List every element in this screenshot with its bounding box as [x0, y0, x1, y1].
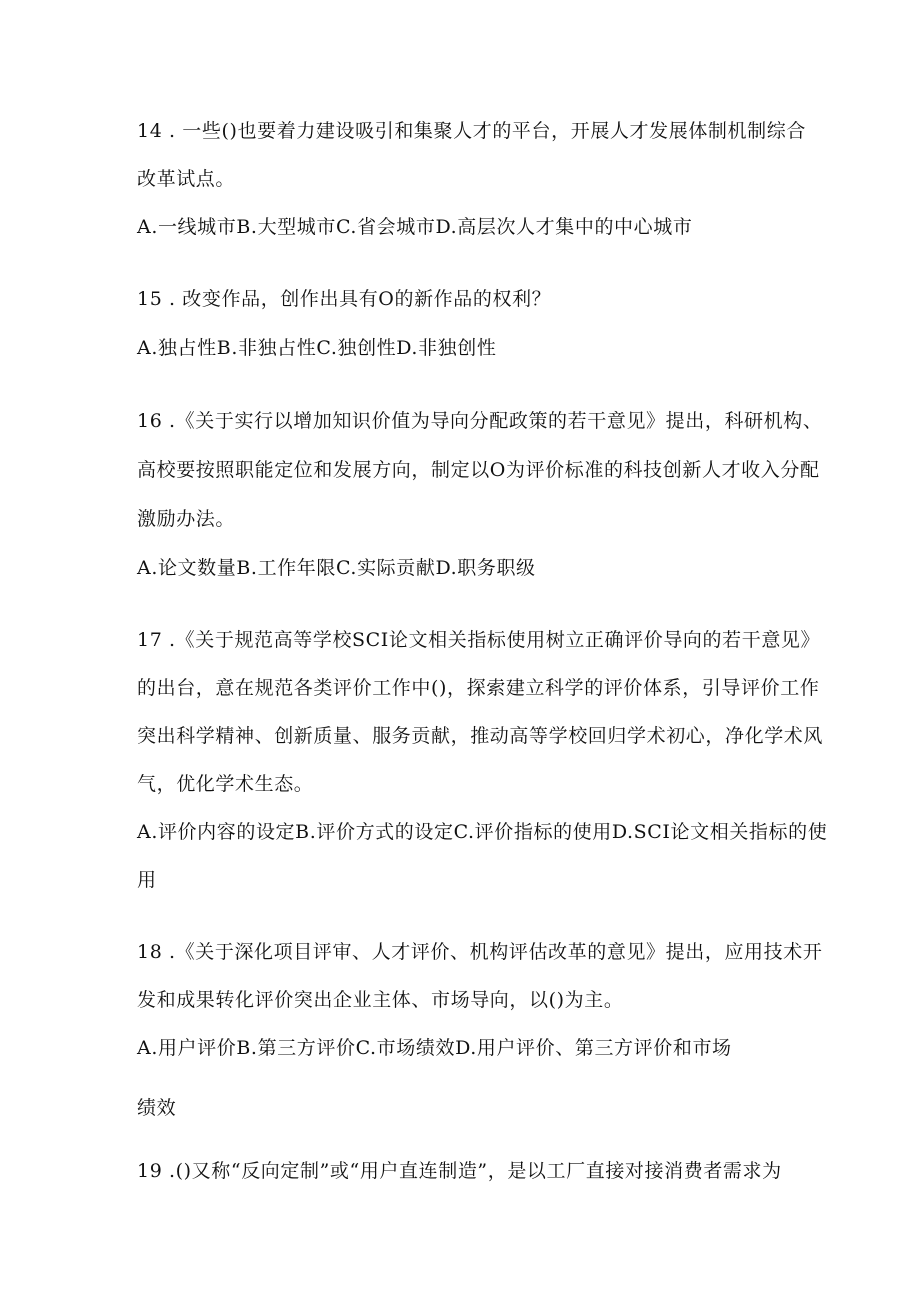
question-15-stem-line-1: 15 . 改变作品，创作出具有O的新作品的权利？ [137, 288, 552, 310]
question-19-stem-line-1: 19 .()又称“反向定制”或“用户直连制造”，是以工厂直接对接消费者需求为 [137, 1160, 782, 1182]
question-17-stem-line-4: 气，优化学术生态。 [137, 773, 314, 795]
question-18-stem-line-2: 发和成果转化评价突出企业主体、市场导向，以()为主。 [137, 989, 624, 1011]
question-17-options-line-1: A.评价内容的设定B.评价方式的设定C.评价指标的使用D.SCI论文相关指标的使 [137, 821, 828, 843]
question-18-options-line-2: 绩效 [137, 1097, 177, 1119]
question-17-stem-line-2: 的出台，意在规范各类评价工作中()，探索建立科学的评价体系，引导评价工作 [137, 677, 820, 699]
question-14-stem-line-2: 改革试点。 [137, 168, 236, 190]
question-16-stem-line-3: 激励办法。 [137, 508, 236, 530]
question-18-stem-line-1: 18 .《关于深化项目评审、人才评价、机构评估改革的意见》提出，应用技术开 [137, 941, 823, 963]
question-17-options-line-2: 用 [137, 869, 157, 891]
question-15-options: A.独占性B.非独占性C.独创性D.非独创性 [137, 337, 497, 359]
question-16-stem-line-1: 16 .《关于实行以增加知识价值为导向分配政策的若干意见》提出，科研机构、 [137, 410, 823, 432]
question-14-options: A.一线城市B.大型城市C.省会城市D.高层次人才集中的中心城市 [137, 216, 693, 238]
question-16-options: A.论文数量B.工作年限C.实际贡献D.职务职级 [137, 557, 536, 579]
question-18-options-line-1: A.用户评价B.第三方评价C.市场绩效D.用户评价、第三方评价和市场 [137, 1037, 732, 1059]
question-16-stem-line-2: 高校要按照职能定位和发展方向，制定以O为评价标准的科技创新人才收入分配 [137, 459, 820, 481]
question-17-stem-line-3: 突出科学精神、创新质量、服务贡献，推动高等学校回归学术初心，净化学术风 [137, 725, 824, 747]
question-17-stem-line-1: 17 .《关于规范高等学校SCI论文相关指标使用树立正确评价导向的若干意见》 [137, 629, 821, 651]
question-14-stem-line-1: 14 . 一些()也要着力建设吸引和集聚人才的平台，开展人才发展体制机制综合 [137, 120, 806, 142]
